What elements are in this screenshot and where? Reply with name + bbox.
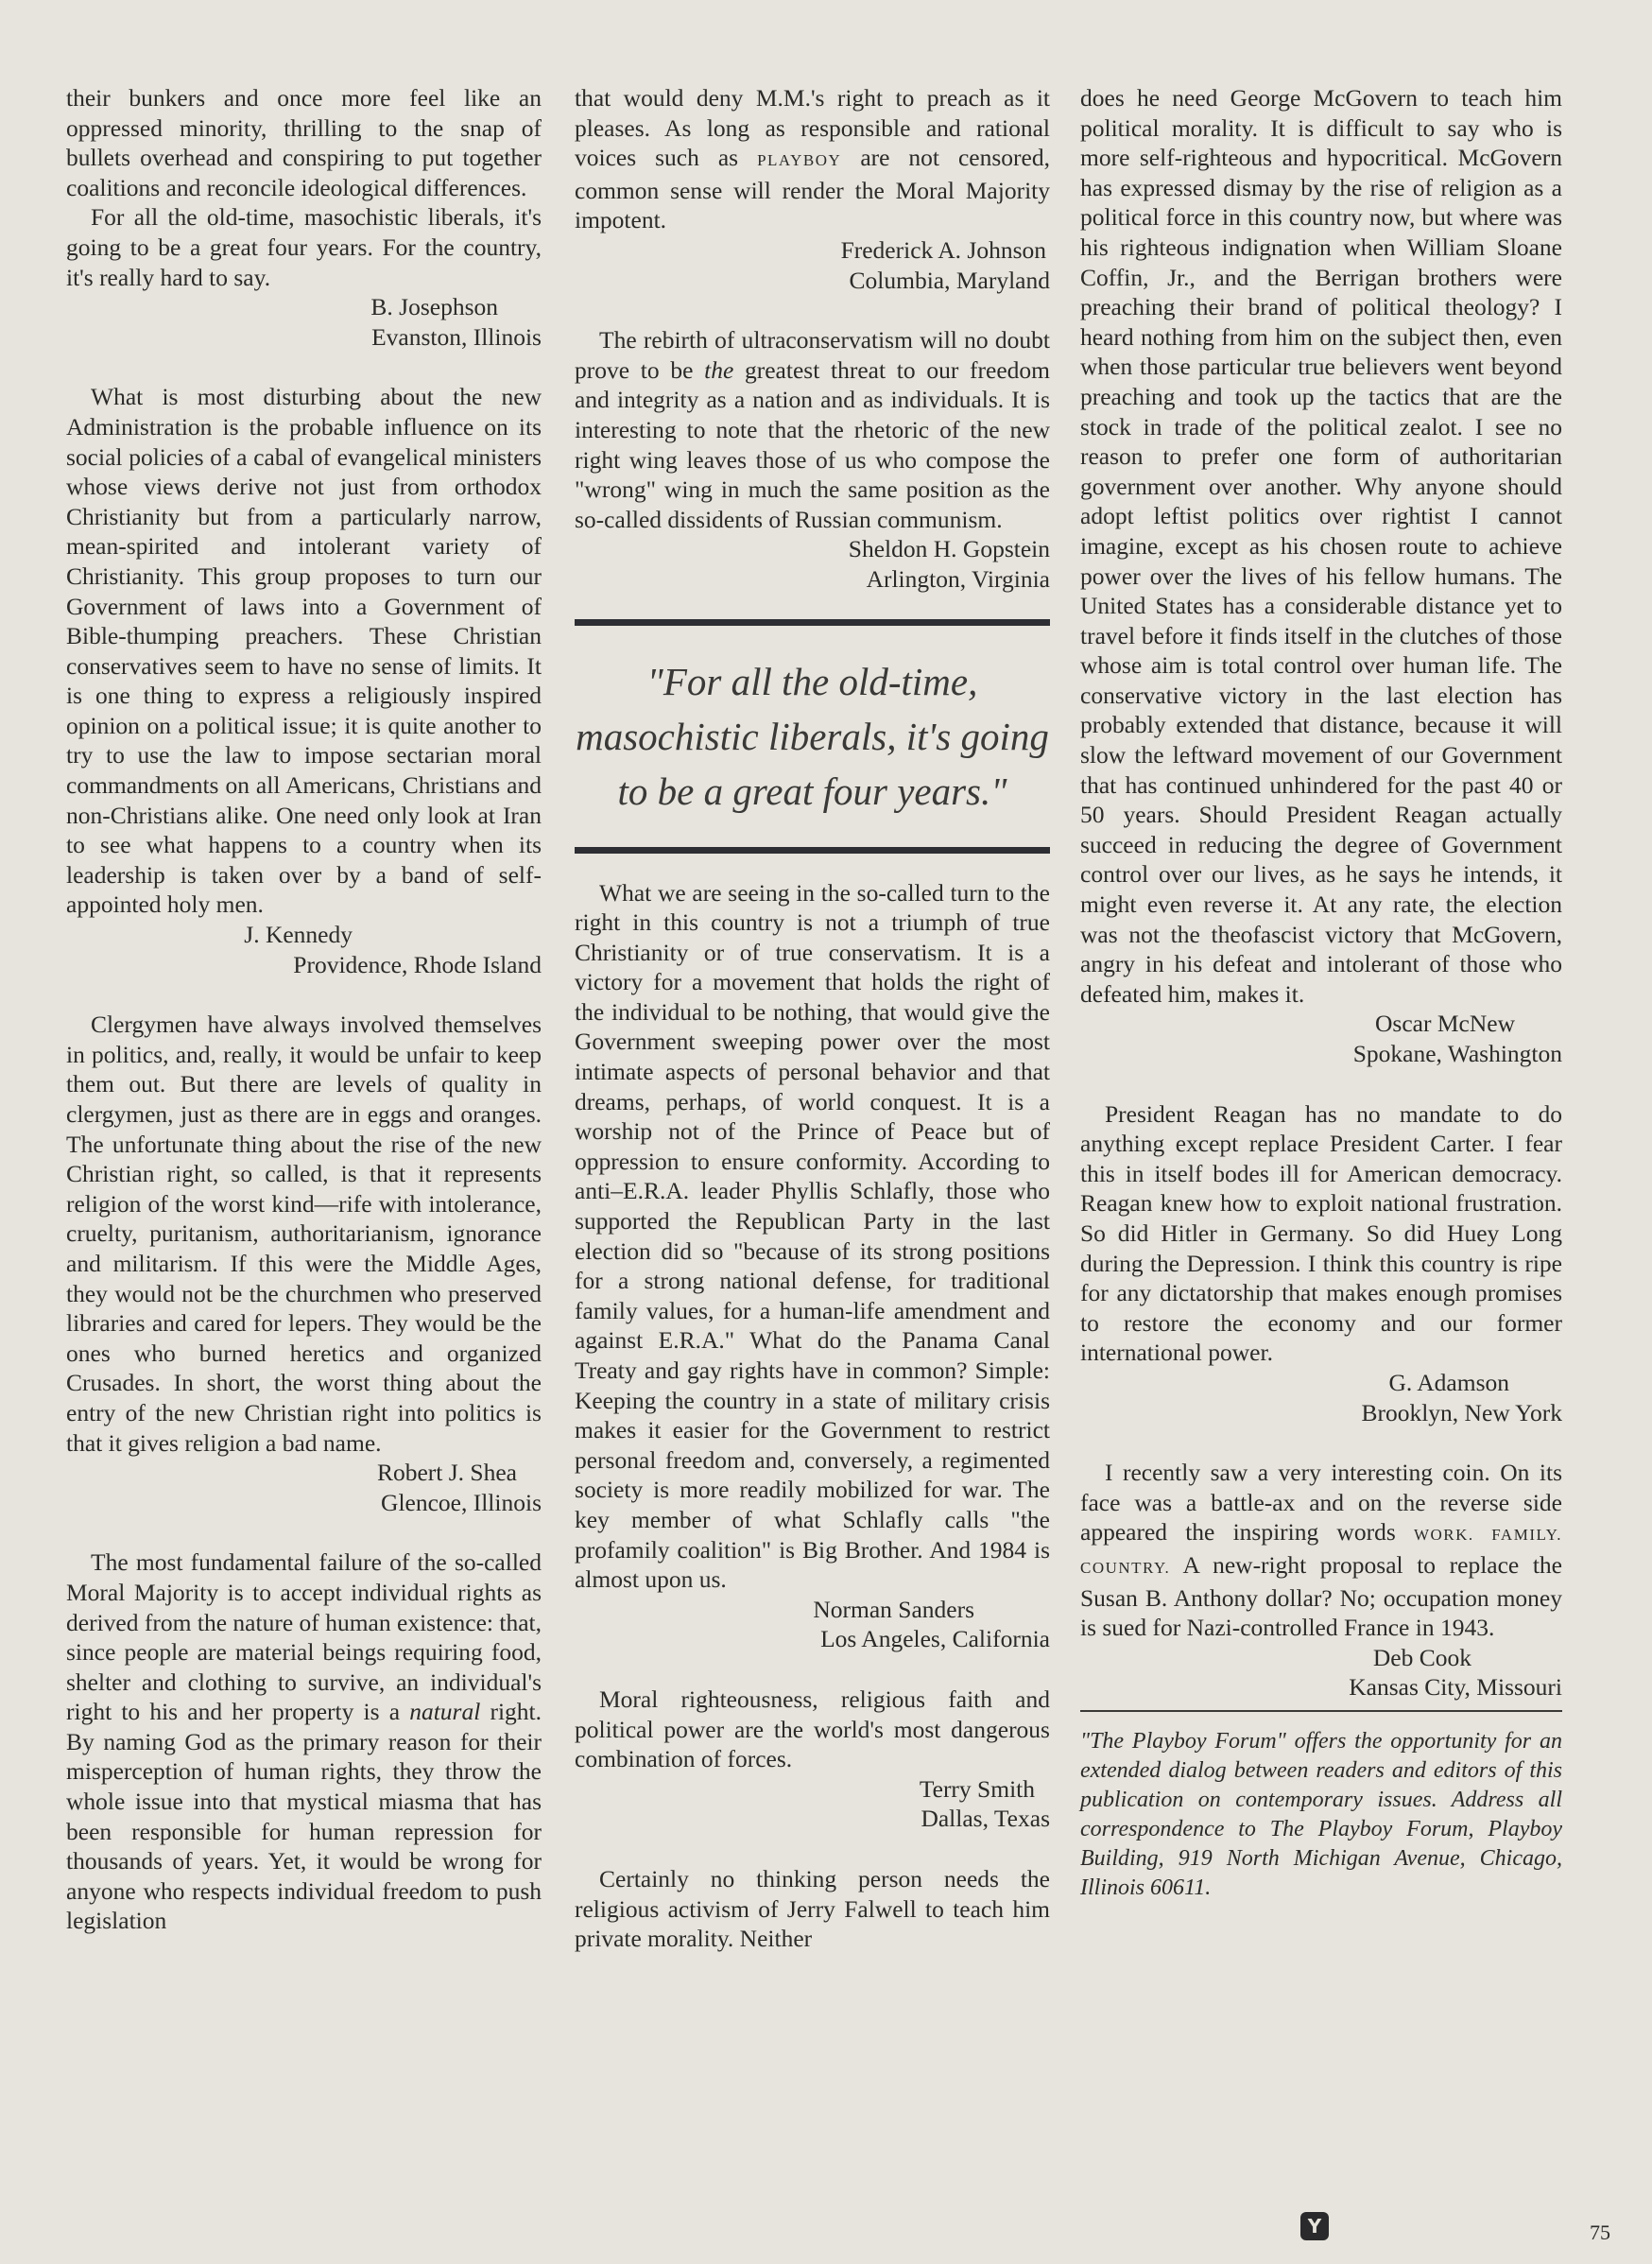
signature-name: J. Kennedy [244,921,353,949]
signature [575,1774,1050,1834]
letter-mcnew: Certainly no thinking person needs the religious activism of Jerry Falwell to teach him private morality. Neither [575,1864,1050,1953]
letter-josephson [66,83,542,202]
signature-name: Robert J. Shea [376,1459,517,1487]
signature-place: Glencoe, Illinois [381,1488,542,1516]
signature-place: Spokane, Washington [1352,1040,1562,1067]
letter-mcnew-cont: does he need George McGovern to teach him political morality. It is difficult to say who is more self-righteous and hypocritical. McGovern has expressed dismay by the rise of religion as a political force in this country now, but where was his righteous indignation when William Sloane Coffin, Jr., and the Berrigan brothers were preaching their brand of political theology? I heard nothing from him on the subject then, even when those particular true believers went beyond preaching and took up the tactics that are the stock in trade of the political zealot. I see no reason to prefer one form of authoritarian government over another. Why anyone should adopt leftist politics over rightist I cannot imagine, except as his chosen route to achieve power over the lives of his fellow humans. The United States has a considerable distance yet to travel before it finds itself in the clutches of those whose aim is total control over human life. The conservative victory in the last election has probably extended that distance, because it will slow the leftward movement of our Government that has continued unhindered for the past 40 or 50 years. Should President Reagan actually succeed in reducing the degree of Government control over our lives, as he says he intends, it might even reverse it. At any rate, the election was not the theofascist victory that McGovern, angry in his defeat and intolerant of those who defeated him, makes it. [1080,84,1562,1008]
signature [1080,1368,1562,1427]
signature [1080,1009,1562,1068]
column-3 [1080,83,1562,1903]
rabbit-logo-icon: Y [1300,2212,1329,2240]
signature [575,235,1050,295]
signature-name: Deb Cook [1372,1643,1471,1671]
signature [575,1595,1050,1654]
playboy-smallcaps: PLAYBOY [757,151,842,170]
signature-place: Providence, Rhode Island [293,950,542,978]
signature-name: Terry Smith [919,1774,1035,1803]
pull-quote-rule-bottom [575,847,1050,854]
emphasis: the [704,355,734,384]
signature-place: Columbia, Maryland [849,266,1050,294]
letter-cook: I recently saw a very interesting coin. On its face was a battle-ax and on the reverse side appeared the inspiring words WORK. FAMILY. COUNTRY. A new-right proposal to replace the Susan B. Anthony dollar? No; occupation money is sued for Nazi-controlled France in 1943. [1080,1459,1562,1642]
letter-johnson-cont: that would deny M.M.'s right to preach as it pleases. As long as responsible and rational voices such as PLAYBOY are not censored, common sense will render the Moral Majority impotent. [575,84,1050,234]
signature-name: Norman Sanders [813,1595,974,1623]
signature [1080,1643,1562,1702]
signature [66,920,542,979]
column-2 [575,83,1050,1954]
signature-place: Arlington, Virginia [866,564,1050,593]
signature-place: Kansas City, Missouri [1349,1673,1562,1702]
letter-smith: Moral righteousness, religious faith and political power are the world's most dangerous combination of forces. [575,1685,1050,1773]
letter-text: For all the old-time, masochistic liberals, it's going to be a great four years. For the country, it's really hard to say. [66,203,542,291]
signature [66,292,542,352]
signature [66,1458,542,1517]
pull-quote-text: "For all the old-time, masochistic liberals, it's going to be a great four years." [576,659,1049,813]
signature-name: Frederick A. Johnson [840,235,1046,264]
pull-quote-rule-top [575,619,1050,626]
smallcaps-words: WORK. FAMILY. COUNTRY. [1080,1526,1562,1577]
signature-name: B. Josephson [370,293,498,321]
signature-name: Oscar McNew [1375,1010,1515,1038]
signature-place: Los Angeles, California [820,1625,1050,1653]
signature-place: Brooklyn, New York [1361,1398,1562,1426]
signature-place: Dallas, Texas [921,1805,1050,1833]
signature-place: Evanston, Illinois [371,322,542,351]
letter-gopstein: The rebirth of ultraconservatism will no doubt prove to be the greatest threat to our freedom and integrity as a nation and as individuals. It is interesting to note that the rhetoric of the new right wing leaves those of us who compose the "wrong" wing in much the same position as the so-called dissidents of Russian communism. [575,326,1050,533]
letter-shea: Clergymen have always involved themselves in politics, and, really, it would be unfair to keep them out. But there are levels of quality in clergymen, just as there are in eggs and oranges. The unfortunate thing about the rise of the new Christian right, so called, is that it represents religion of the worst kind—rife with intolerance, cruelty, puritanism, authoritarianism, ignorance and militarism. If this were the Middle Ages, they would not be the churchmen who preserved libraries and cared for lepers. They would be the ones who burned heretics and organized Crusades. In short, the worst thing about the entry of the new Christian right into politics is that it gives religion a bad name. [66,1011,542,1457]
page-number: 75 [1590,2221,1610,2244]
signature-name: Sheldon H. Gopstein [848,535,1050,563]
column-1 [66,83,542,1936]
letter-kennedy: What is most disturbing about the new Administration is the probable influence on its social policies of a cabal of evangelical ministers whose views derive not just from orthodox Christianity but from a particularly narrow, mean-spirited and intolerant variety of Christianity. This group proposes to turn our Government of laws into a Government of Bible-thumping preachers. These Christian conservatives seem to have no sense of limits. It is one thing to express a religiously inspired opinion on a political issue; it is quite another to try to use the law to impose sectarian moral commandments on all Americans, Christians and non-Christians alike. One need only look at Iran to see what happens to a country when its leadership is taken over by a band of self-appointed holy men. [66,383,542,919]
letter-adamson: President Reagan has no mandate to do anything except replace President Carter. I fear this in itself bodes ill for American democracy. Reagan knew how to exploit national frustration. So did Hitler in Germany. So did Huey Long during the Depression. I think this country is ripe for any dictatorship that makes enough promises to restore the economy and our former international power. [1080,1099,1562,1367]
signature [575,534,1050,594]
signature-name: G. Adamson [1388,1368,1509,1396]
forum-note: "The Playboy Forum" offers the opportunity for an extended dialog between readers and editors of this publication on contemporary issues. Address all correspondence to The Playboy Forum, Playboy Building, 919 North Michigan Avenue, Chicago, Illinois 60611. [1080,1728,1562,1900]
letter-johnson: The most fundamental failure of the so-called Moral Majority is to accept individual rights as derived from the nature of human existence: that, since people are material beings requiring food, shelter and clothing to survive, an individual's right to his and her property is a natural right. By naming God as the primary reason for their misperception of human rights, they throw the whole issue into that mystical miasma that has been responsible for human repression for thousands of years. Yet, it would be wrong for anyone who respects individual freedom to push legislation [66,1548,542,1935]
emphasis: natural [409,1698,481,1726]
pull-quote [575,619,1050,854]
letter-sanders: What we are seeing in the so-called turn to the right in this country is not a triumph of true Christianity or of true conservatism. It is a victory for a movement that holds the right of the individual to be nothing, that would give the Government sweeping power over the most intimate aspects of personal behavior and that dreams, perhaps, of world conquest. It is a worship not of the Prince of Peace but of oppression to ensure conformity. According to anti–E.R.A. leader Phyllis Schlafly, those who supported the Republican Party in the last election did so "because of its strong positions for a strong national defense, for traditional family values, for a human-life amendment and against E.R.A." What do the Panama Canal Treaty and gay rights have in common? Simple: Keeping the country in a state of military crisis makes it easier for the Government to restrict personal freedom and, conversely, a regimented society is more readily mobilized for war. The key member of what Schlafly calls "the profamily coalition" is Big Brother. And 1984 is almost upon us. [575,878,1050,1594]
letter-text: their bunkers and once more feel like an oppressed minority, thrilling to the snap of bullets overhead and conspiring to put together coalitions and reconcile ideological differences. [66,84,542,201]
